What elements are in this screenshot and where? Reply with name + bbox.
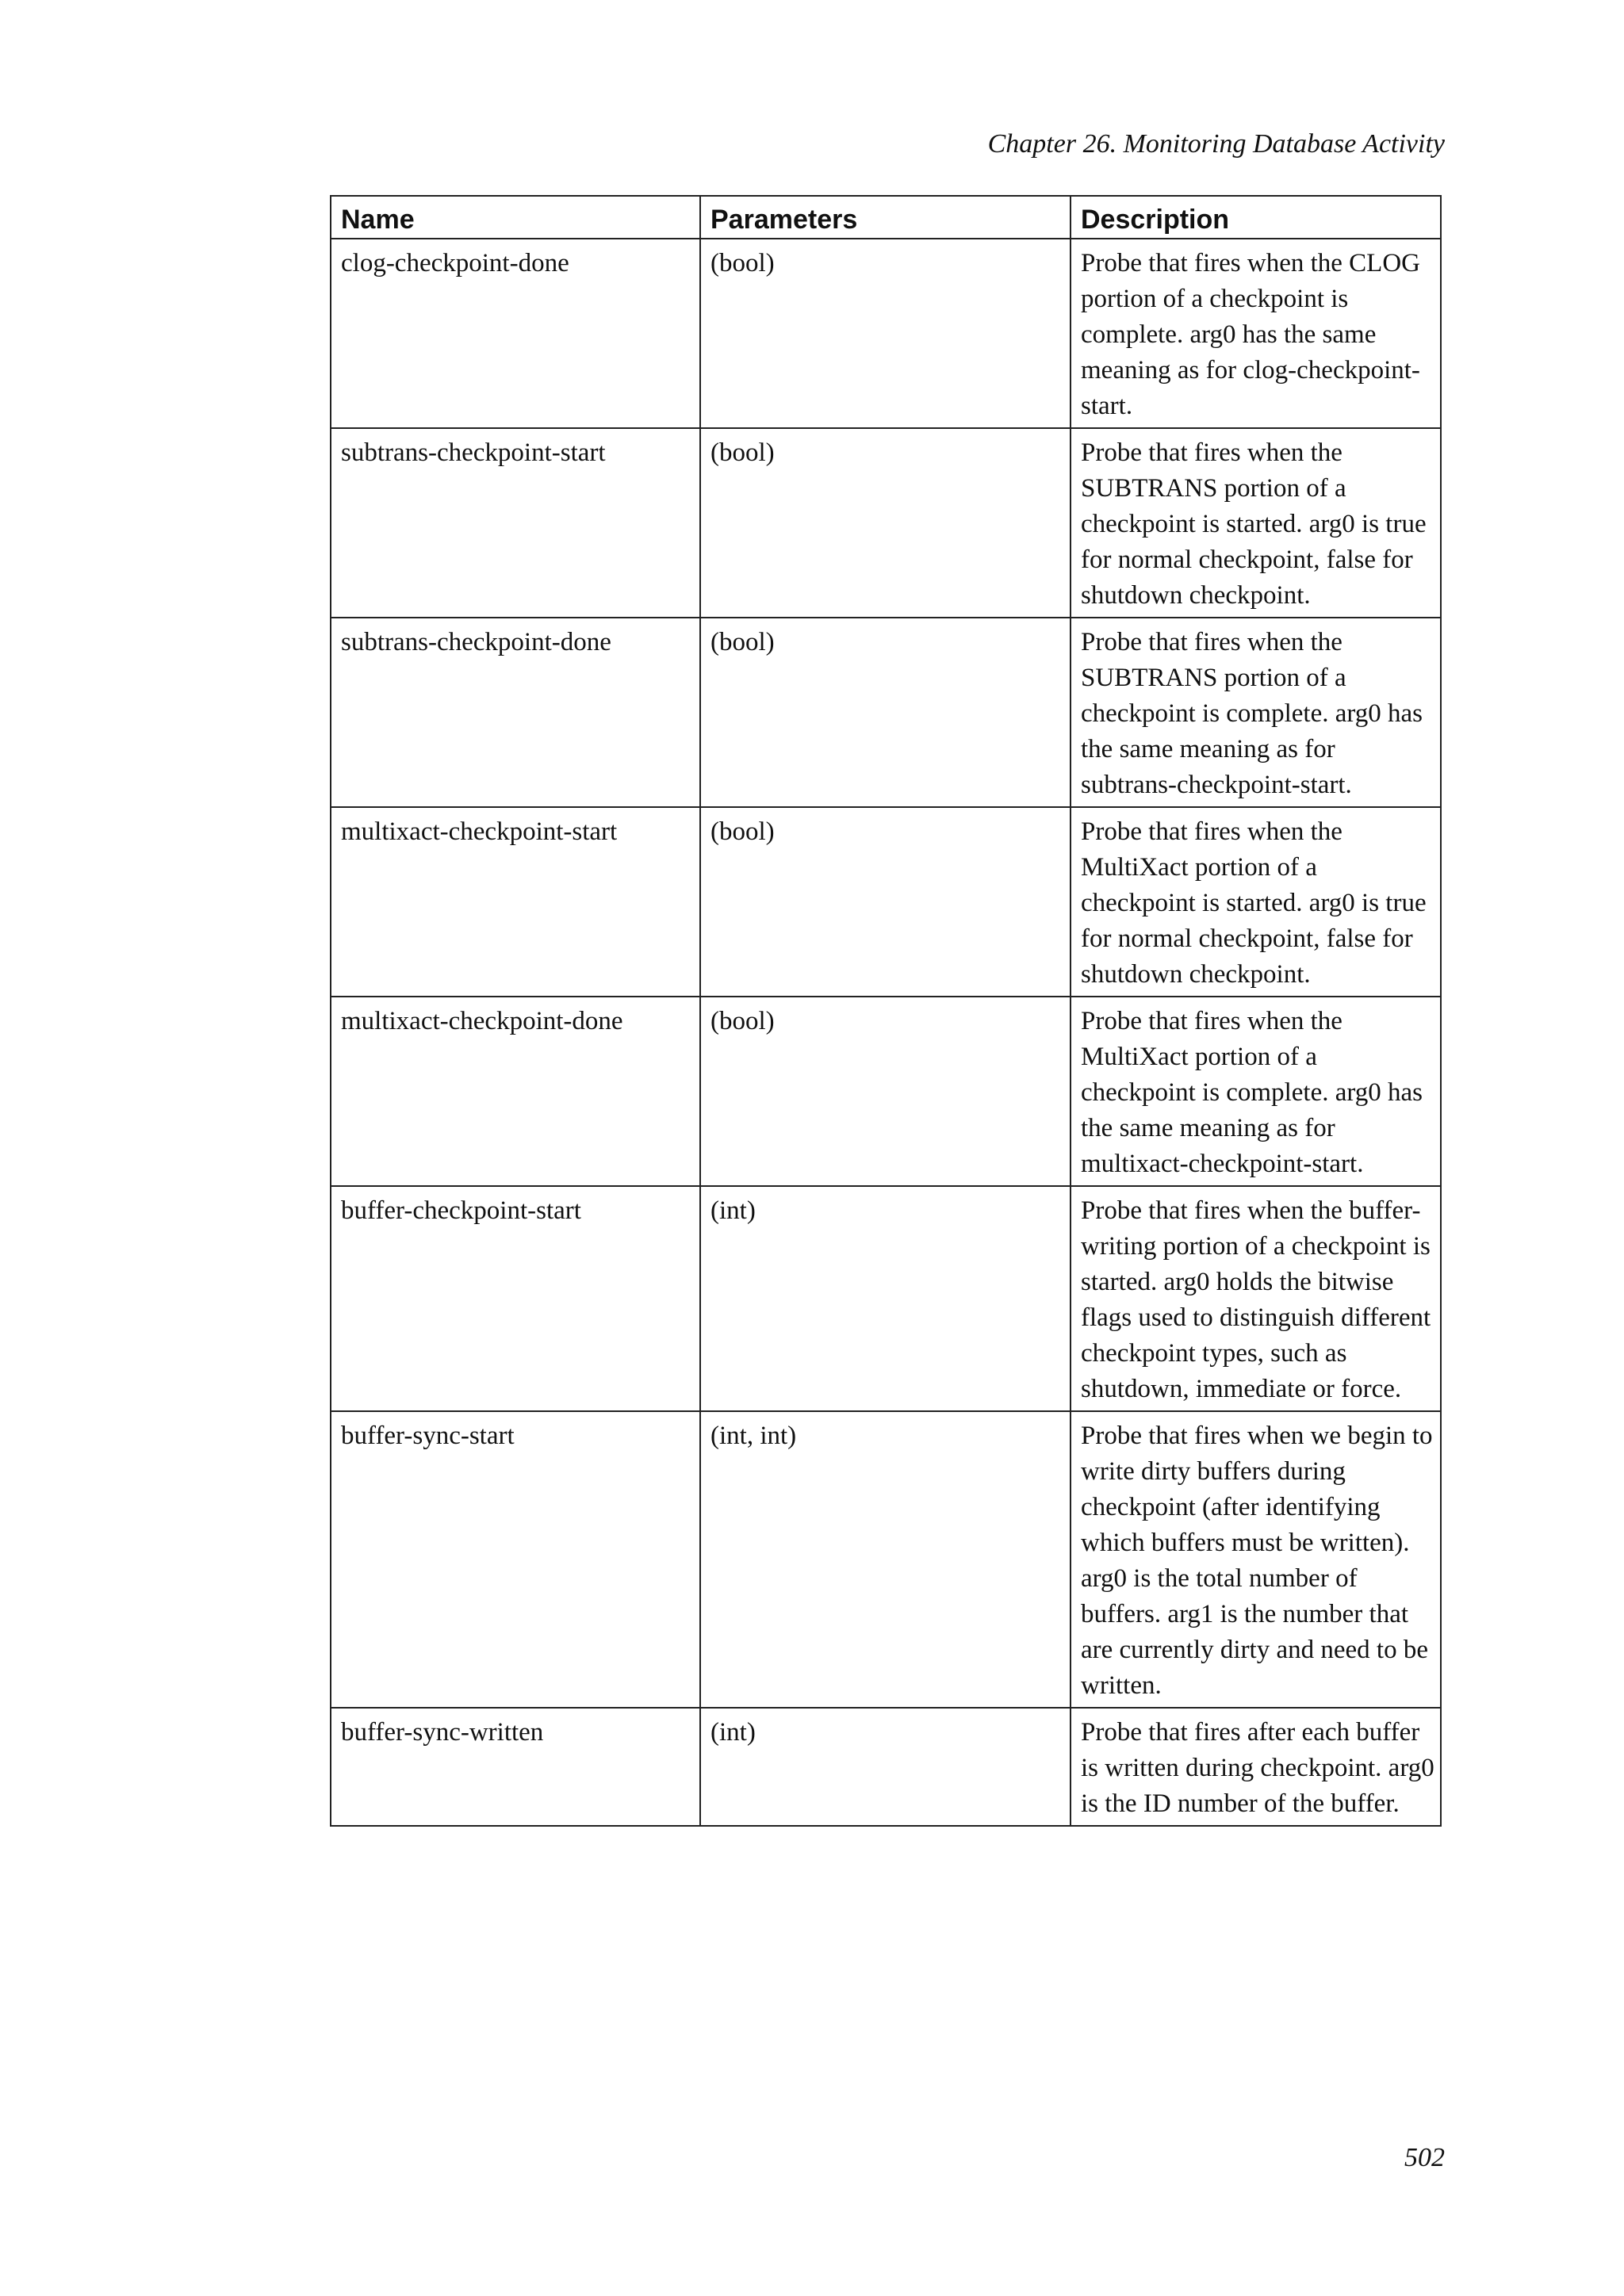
column-header-parameters: Parameters [700,196,1071,239]
table-row [331,807,1441,997]
probe-description: Probe that fires after each buffer is written during checkpoint. arg0 is the ID number of the buffer. [1071,1708,1441,1826]
probe-name: multixact-checkpoint-start [331,807,700,997]
table-row [331,428,1441,618]
probe-description: Probe that fires when the buffer-writing portion of a checkpoint is started. arg0 holds the bitwise flags used to distinguish different checkpoint types, such as shutdown, immediate or force. [1071,1186,1441,1411]
running-header: Chapter 26. Monitoring Database Activity [987,129,1445,159]
table-row [331,997,1441,1186]
probe-parameters: (bool) [700,428,1071,618]
probe-description: Probe that fires when the MultiXact portion of a checkpoint is complete. arg0 has the same meaning as for multixact-checkpoint-start. [1071,997,1441,1186]
probe-table [330,195,1442,1827]
table-header-row [331,196,1441,239]
table-row [331,1708,1441,1826]
probe-name: clog-checkpoint-done [331,239,700,428]
column-header-name: Name [331,196,700,239]
probe-name: subtrans-checkpoint-start [331,428,700,618]
probe-description: Probe that fires when the SUBTRANS portion of a checkpoint is started. arg0 is true for normal checkpoint, false for shutdown checkpoint. [1071,428,1441,618]
probe-name: buffer-checkpoint-start [331,1186,700,1411]
probe-parameters: (int) [700,1186,1071,1411]
probe-parameters: (int, int) [700,1411,1071,1708]
probe-parameters: (int) [700,1708,1071,1826]
probe-name: buffer-sync-written [331,1708,700,1826]
probe-parameters: (bool) [700,618,1071,807]
probe-name: buffer-sync-start [331,1411,700,1708]
probe-name: subtrans-checkpoint-done [331,618,700,807]
probe-description: Probe that fires when the SUBTRANS portion of a checkpoint is complete. arg0 has the same meaning as for subtrans-checkpoint-start. [1071,618,1441,807]
table-row [331,1186,1441,1411]
table-row [331,1411,1441,1708]
probe-description: Probe that fires when the CLOG portion of a checkpoint is complete. arg0 has the same meaning as for clog-checkpoint-start. [1071,239,1441,428]
probe-parameters: (bool) [700,807,1071,997]
table-row [331,239,1441,428]
probe-description: Probe that fires when the MultiXact portion of a checkpoint is started. arg0 is true for normal checkpoint, false for shutdown checkpoint. [1071,807,1441,997]
page-number: 502 [1404,2143,1445,2172]
probe-name: multixact-checkpoint-done [331,997,700,1186]
probe-parameters: (bool) [700,997,1071,1186]
table-row [331,618,1441,807]
probe-description: Probe that fires when we begin to write dirty buffers during checkpoint (after identifying which buffers must be written). arg0 is the total number of buffers. arg1 is the number that are currently dirty and need to be written. [1071,1411,1441,1708]
column-header-description: Description [1071,196,1441,239]
probe-parameters: (bool) [700,239,1071,428]
